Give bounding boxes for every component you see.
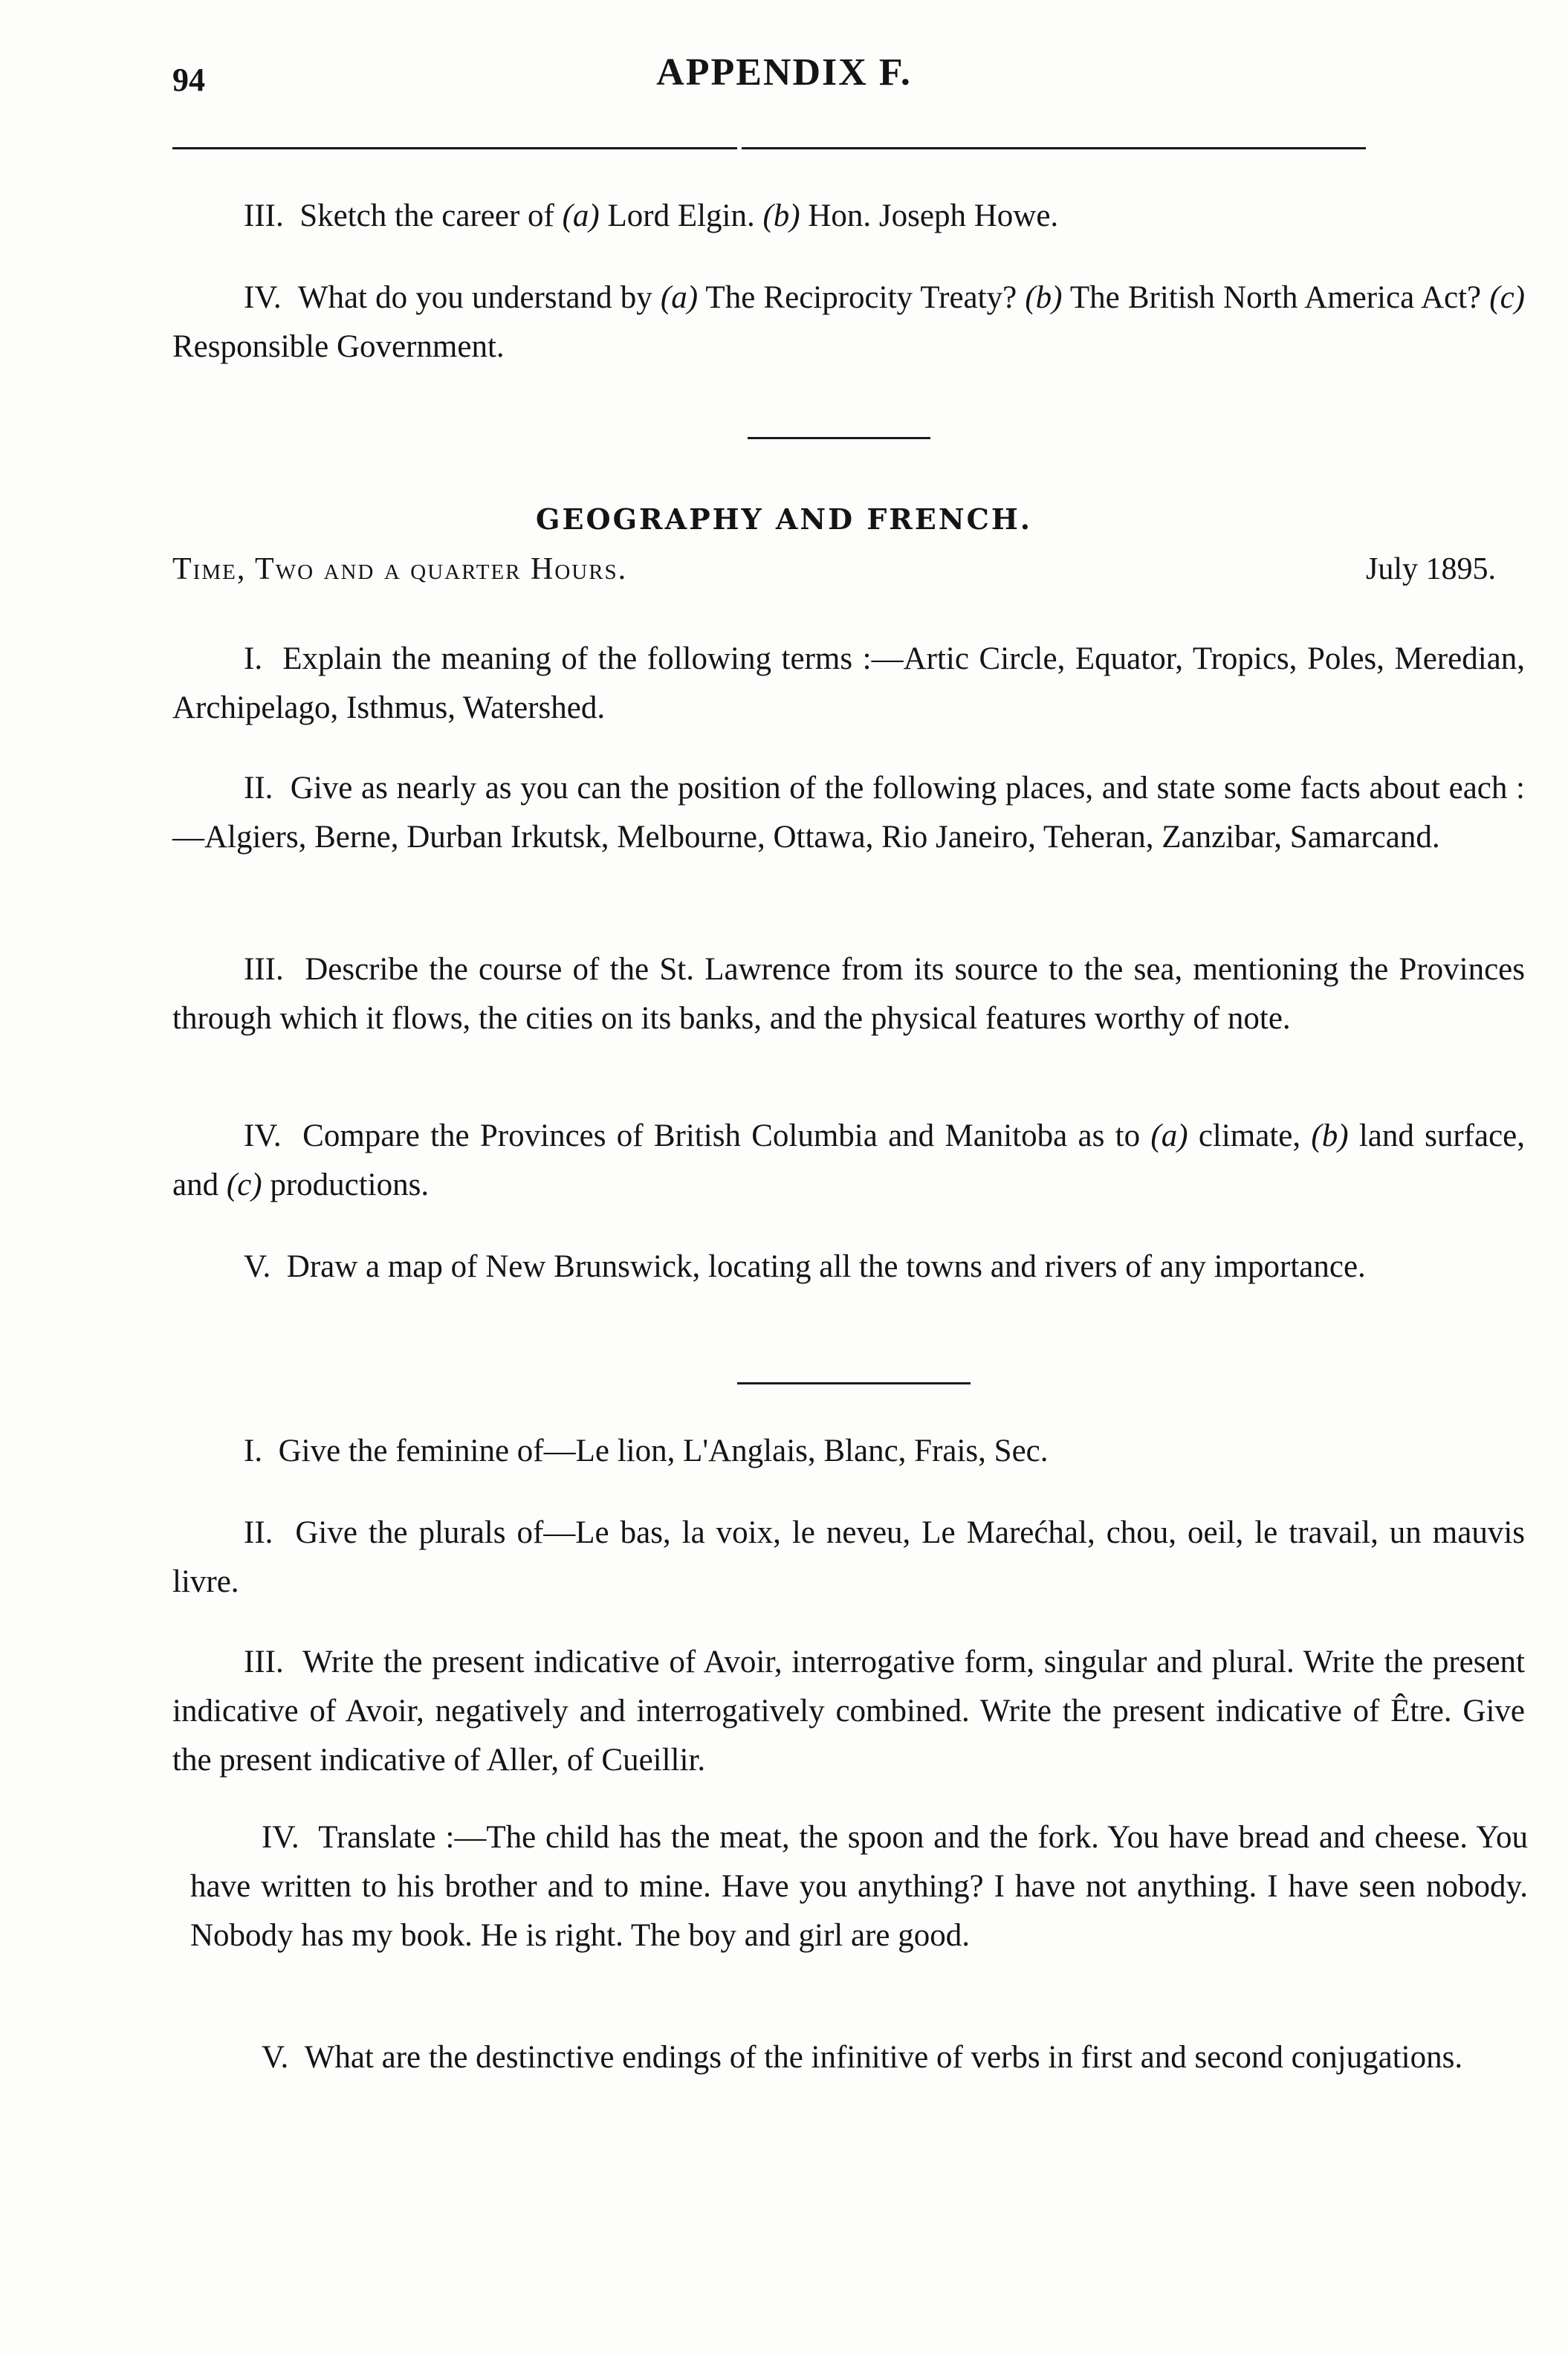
question-text: Give as nearly as you can the position of the following places, and state some facts about each :—Algiers, Berne, Durban Irkutsk, Melbourne, Ottawa, Rio Janeiro, Teheran, Zanzibar, Samarcand.	[172, 771, 1526, 855]
question-number: IV.	[262, 1820, 299, 1855]
exam-time: Time, Two and a quarter Hours.	[172, 552, 628, 586]
section-divider	[737, 1382, 971, 1384]
question-text: Write the present indicative of Avoir, interrogative form, singular and plural. Write the present indicative of Avoir, negatively and interrogatively combined. Write the present indicative of Être. Give the present indicative of Aller, of Cueillir.	[172, 1645, 1525, 1778]
running-title: APPENDIX F.	[656, 51, 912, 94]
option-c-text: productions.	[262, 1167, 430, 1202]
option-c-marker: (c)	[226, 1167, 262, 1202]
question-text: What are the destinctive endings of the infinitive of verbs in first and second conjugations.	[304, 2040, 1463, 2075]
option-b-marker: (b)	[762, 198, 800, 233]
geography-question-1	[172, 635, 1525, 733]
option-b-text: land surface, and	[172, 1118, 1526, 1202]
geography-question-5	[172, 1243, 1525, 1292]
question-number: II.	[244, 1515, 273, 1550]
history-question-3	[172, 192, 1525, 241]
option-a-marker: (a)	[1150, 1118, 1188, 1153]
question-number: III.	[244, 952, 284, 987]
history-question-4	[172, 273, 1525, 372]
french-question-4	[190, 1813, 1528, 1960]
header-rule-right	[742, 147, 1366, 149]
geography-question-3	[172, 945, 1525, 1043]
french-question-3	[172, 1638, 1525, 1785]
section-title: GEOGRAPHY AND FRENCH.	[536, 502, 1032, 536]
question-text: Draw a map of New Brunswick, locating all the towns and rivers of any importance.	[286, 1249, 1366, 1284]
question-text: Translate :—The child has the meat, the spoon and the fork. You have bread and cheese. You have written to his brother and to mine. Have you anything? I have not anything. I have seen nobody. Nobody has my book. He is right. The boy and girl are good.	[190, 1820, 1528, 1953]
question-number: V.	[262, 2040, 289, 2075]
question-text: Explain the meaning of the following terms :—Artic Circle, Equator, Tropics, Poles, Meredian, Archipelago, Isthmus, Watershed.	[172, 641, 1525, 725]
option-b-marker: (b)	[1025, 280, 1063, 315]
question-number: V.	[244, 1249, 271, 1284]
header-rule-left	[172, 147, 737, 149]
french-question-2	[172, 1509, 1525, 1607]
question-text: Describe the course of the St. Lawrence from its source to the sea, mentioning the Provinces through which it flows, the cities on its banks, and the physical features worthy of note.	[172, 952, 1525, 1036]
question-text: Give the feminine of—Le lion, L'Anglais, Blanc, Frais, Sec.	[278, 1434, 1049, 1468]
option-b-text: The British North America Act?	[1062, 280, 1490, 315]
question-number: IV.	[244, 280, 282, 315]
french-question-1	[172, 1427, 1525, 1476]
question-number: IV.	[244, 1118, 282, 1153]
question-text: Sketch the career of	[299, 198, 563, 233]
question-number: II.	[244, 771, 273, 806]
option-a-text: climate,	[1188, 1118, 1312, 1153]
option-c-text: Responsible Government.	[172, 329, 505, 364]
question-text: Compare the Provinces of British Columbia and Manitoba as to	[302, 1118, 1151, 1153]
option-a-text: The Reciprocity Treaty?	[698, 280, 1026, 315]
section-divider	[748, 437, 930, 439]
question-number: III.	[244, 1645, 284, 1679]
question-text: What do you understand by	[297, 280, 661, 315]
question-number: III.	[244, 198, 284, 233]
option-a-marker: (a)	[562, 198, 600, 233]
question-number: I.	[244, 641, 263, 676]
option-b-marker: (b)	[1311, 1118, 1349, 1153]
geography-question-2	[172, 764, 1525, 862]
geography-question-4	[172, 1112, 1525, 1210]
option-b-text: Hon. Joseph Howe.	[800, 198, 1059, 233]
option-a-marker: (a)	[660, 280, 699, 315]
question-number: I.	[244, 1434, 263, 1468]
french-question-5	[190, 2033, 1528, 2082]
question-text: Give the plurals of—Le bas, la voix, le neveu, Le Marećhal, chou, oeil, le travail, un mauvis livre.	[172, 1515, 1526, 1599]
option-a-text: Lord Elgin.	[599, 198, 763, 233]
page-number: 94	[172, 62, 205, 98]
exam-date: July 1895.	[1366, 552, 1497, 586]
option-c-marker: (c)	[1489, 280, 1526, 315]
